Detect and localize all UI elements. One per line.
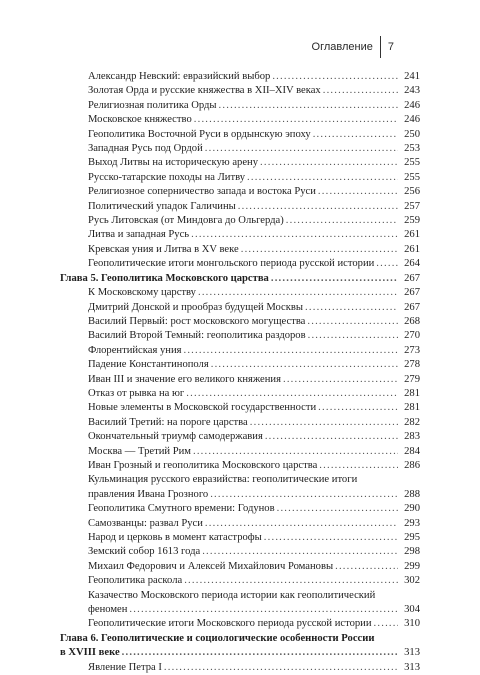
toc-page-number: 302: [404, 575, 420, 587]
toc-page-number: 270: [404, 330, 420, 342]
toc-page-number: 267: [404, 287, 420, 299]
toc-chapter-entry: [60, 272, 420, 286]
toc-entry: [60, 401, 420, 415]
toc-entry-title-continuation: правления Ивана Грозного: [88, 488, 209, 500]
dot-leader: [305, 301, 398, 315]
toc-page-number: 293: [404, 517, 420, 529]
toc-entry: [60, 99, 420, 113]
toc-page-number: 278: [404, 359, 420, 371]
dot-leader: [265, 430, 398, 444]
toc-page-number: 299: [404, 560, 420, 572]
toc-page-number: 264: [404, 258, 420, 270]
dot-leader: [205, 517, 398, 531]
dot-leader: [191, 228, 398, 242]
toc-page-number: 288: [404, 488, 420, 500]
toc-entry: [60, 156, 420, 170]
toc-page-number: 255: [404, 157, 420, 169]
table-of-contents: [60, 70, 420, 675]
dot-leader: [313, 128, 398, 142]
dot-leader: [272, 70, 398, 84]
toc-entry: [60, 387, 420, 401]
toc-entry: [60, 617, 420, 631]
toc-page-number: 298: [404, 546, 420, 558]
dot-leader: [194, 113, 398, 127]
toc-page-number: 253: [404, 143, 420, 155]
toc-entry-title: Народ и церковь в момент катастрофы: [88, 532, 262, 543]
toc-entry-title: К Московскому царству: [88, 287, 196, 299]
toc-entry-title: Геополитические итоги монгольского периода русской истории: [88, 258, 375, 270]
toc-entry-title: Александр Невский: евразийский выбор: [88, 71, 271, 82]
dot-leader: [241, 243, 398, 257]
toc-page-number: 304: [404, 604, 420, 616]
toc-entry: [60, 200, 420, 214]
dot-leader: [183, 344, 398, 358]
dot-leader: [283, 373, 398, 387]
dot-leader: [193, 445, 398, 459]
toc-entry-title: Геополитика Смутного времени: Годунов: [88, 503, 275, 515]
toc-page-number: 250: [404, 128, 420, 140]
toc-page-number: 295: [404, 532, 420, 543]
toc-page-number: 256: [404, 186, 420, 198]
toc-entry: [60, 128, 420, 142]
toc-page-number: 290: [404, 503, 420, 515]
dot-leader: [286, 214, 398, 228]
toc-entry: [60, 228, 420, 242]
toc-entry: [60, 301, 420, 315]
toc-entry-title: Геополитика Восточной Руси в ордынскую эпоху: [88, 128, 311, 140]
toc-page-number: 286: [404, 459, 420, 471]
dot-leader: [260, 156, 398, 170]
dot-leader: [164, 661, 398, 675]
dot-leader: [319, 459, 398, 473]
toc-entry: [60, 459, 420, 473]
dot-leader: [308, 329, 398, 343]
toc-entry: [60, 661, 420, 675]
toc-entry-title: Казачество Московского периода истории как геополитический: [88, 589, 376, 601]
toc-page-number: 261: [404, 243, 420, 255]
toc-entry-title-continuation: в XVIII веке: [60, 647, 120, 659]
toc-entry: [60, 545, 420, 559]
toc-entry-title-continuation: феномен: [88, 604, 128, 616]
dot-leader: [271, 272, 398, 286]
dot-leader: [318, 401, 398, 415]
toc-entry-title: Михаил Федорович и Алексей Михайлович Романовы: [88, 560, 334, 572]
header-divider: [380, 36, 381, 58]
toc-entry: [60, 373, 420, 387]
toc-page-number: 267: [404, 301, 420, 313]
toc-entry: [60, 531, 420, 545]
toc-entry: [60, 574, 420, 588]
toc-entry: [60, 286, 420, 300]
toc-page-number: 259: [404, 215, 420, 227]
toc-entry: [60, 315, 420, 329]
dot-leader: [250, 416, 398, 430]
dot-leader: [307, 315, 398, 329]
dot-leader: [129, 603, 398, 617]
toc-page-number: 282: [404, 416, 420, 428]
dot-leader: [202, 545, 398, 559]
toc-entry-title: Русско-татарские походы на Литву: [88, 171, 246, 183]
toc-page-number: 246: [404, 99, 420, 111]
toc-entry: [60, 214, 420, 228]
toc-entry-title: Василий Первый: рост московского могущества: [88, 315, 306, 327]
toc-page-number: 273: [404, 344, 420, 356]
toc-entry-title: Глава 5. Геополитика Московского царства: [60, 272, 269, 284]
toc-entry: [60, 445, 420, 459]
running-header: [312, 36, 394, 58]
dot-leader: [238, 200, 398, 214]
toc-entry: [60, 517, 420, 531]
toc-entry: [60, 171, 420, 185]
toc-page-number: 283: [404, 431, 420, 443]
toc-entry-title: Новые элементы в Московской государственности: [88, 402, 317, 414]
toc-page-number: 284: [404, 445, 420, 457]
toc-entry-title: Падение Константинополя: [88, 359, 209, 371]
toc-entry: [60, 185, 420, 199]
toc-entry: [60, 344, 420, 358]
toc-page-number: 243: [404, 85, 420, 97]
toc-entry: [60, 257, 420, 271]
toc-page-number: 241: [404, 71, 420, 82]
toc-entry: [60, 589, 420, 618]
toc-entry-title: Самозванцы: развал Руси: [88, 517, 203, 529]
toc-page-number: 257: [404, 200, 420, 212]
toc-entry: [60, 142, 420, 156]
dot-leader: [323, 84, 398, 98]
toc-entry: [60, 560, 420, 574]
dot-leader: [122, 646, 398, 660]
toc-entry-title: Западная Русь под Ордой: [88, 143, 203, 155]
toc-page-number: 279: [404, 373, 420, 385]
toc-entry-title: Окончательный триумф самодержавия: [88, 431, 263, 443]
toc-entry-title: Василий Второй Темный: геополитика раздоров: [88, 330, 306, 342]
toc-entry: [60, 502, 420, 516]
toc-entry: [60, 329, 420, 343]
toc-entry-title: Геополитические итоги Московского периода русской истории: [88, 618, 372, 630]
header-title: Оглавление: [311, 41, 373, 53]
toc-entry-title: Кревская уния и Литва в XV веке: [88, 243, 239, 255]
dot-leader: [198, 286, 398, 300]
toc-entry-title: Религиозная политика Орды: [88, 99, 217, 111]
toc-entry: [60, 70, 420, 84]
toc-entry: [60, 358, 420, 372]
toc-entry-title: Глава 6. Геополитические и социологические особенности России: [60, 632, 375, 644]
dot-leader: [264, 531, 398, 545]
toc-entry: [60, 84, 420, 98]
dot-leader: [210, 488, 398, 502]
toc-entry-title: Явление Петра I: [88, 661, 162, 673]
toc-entry-title: Выход Литвы на историческую арену: [88, 157, 259, 169]
toc-page-number: 268: [404, 315, 420, 327]
toc-entry: [60, 243, 420, 257]
toc-entry: [60, 113, 420, 127]
page-number: 7: [387, 41, 394, 53]
toc-entry-title: Москва — Третий Рим: [88, 445, 191, 457]
toc-entry-title: Отказ от рывка на юг: [88, 387, 185, 399]
toc-entry-title: Кульминация русского евразийства: геополитические итоги: [88, 474, 358, 486]
toc-entry-title: Золотая Орда и русские княжества в XII–XIV веках: [88, 85, 321, 97]
toc-entry-title: Геополитика раскола: [88, 575, 183, 587]
toc-page-number: 313: [404, 661, 420, 673]
toc-entry: [60, 473, 420, 502]
dot-leader: [186, 387, 398, 401]
toc-entry-title: Политический упадок Галичины: [88, 200, 236, 212]
dot-leader: [318, 185, 398, 199]
dot-leader: [247, 171, 398, 185]
toc-entry: [60, 430, 420, 444]
toc-entry-title: Московское княжество: [88, 114, 192, 126]
toc-entry-title: Иван Грозный и геополитика Московского царства: [88, 459, 318, 471]
toc-page-number: 246: [404, 114, 420, 126]
toc-page-number: 261: [404, 229, 420, 241]
toc-entry-title: Флорентийская уния: [88, 344, 182, 356]
dot-leader: [205, 142, 398, 156]
toc-entry-title: Иван III и значение его великого княжения: [88, 373, 281, 385]
toc-page-number: 310: [404, 618, 420, 630]
dot-leader: [335, 560, 398, 574]
toc-entry: [60, 416, 420, 430]
toc-page-number: 281: [404, 387, 420, 399]
toc-page-number: 313: [404, 647, 420, 659]
toc-entry-title: Русь Литовская (от Миндовга до Ольгерда): [88, 215, 284, 227]
dot-leader: [374, 617, 398, 631]
dot-leader: [277, 502, 398, 516]
toc-entry-title: Дмитрий Донской и прообраз будущей Москвы: [88, 301, 304, 313]
dot-leader: [376, 257, 398, 271]
dot-leader: [184, 574, 398, 588]
toc-entry-title: Земский собор 1613 года: [88, 546, 201, 558]
toc-page-number: 267: [404, 272, 420, 284]
toc-page-number: 281: [404, 402, 420, 414]
dot-leader: [211, 358, 398, 372]
toc-chapter-entry: [60, 632, 420, 661]
toc-entry-title: Василий Третий: на пороге царства: [88, 416, 248, 428]
toc-entry-title: Литва и западная Русь: [88, 229, 190, 241]
dot-leader: [219, 99, 398, 113]
toc-entry-title: Религиозное соперничество запада и востока Руси: [88, 186, 316, 198]
toc-page-number: 255: [404, 171, 420, 183]
